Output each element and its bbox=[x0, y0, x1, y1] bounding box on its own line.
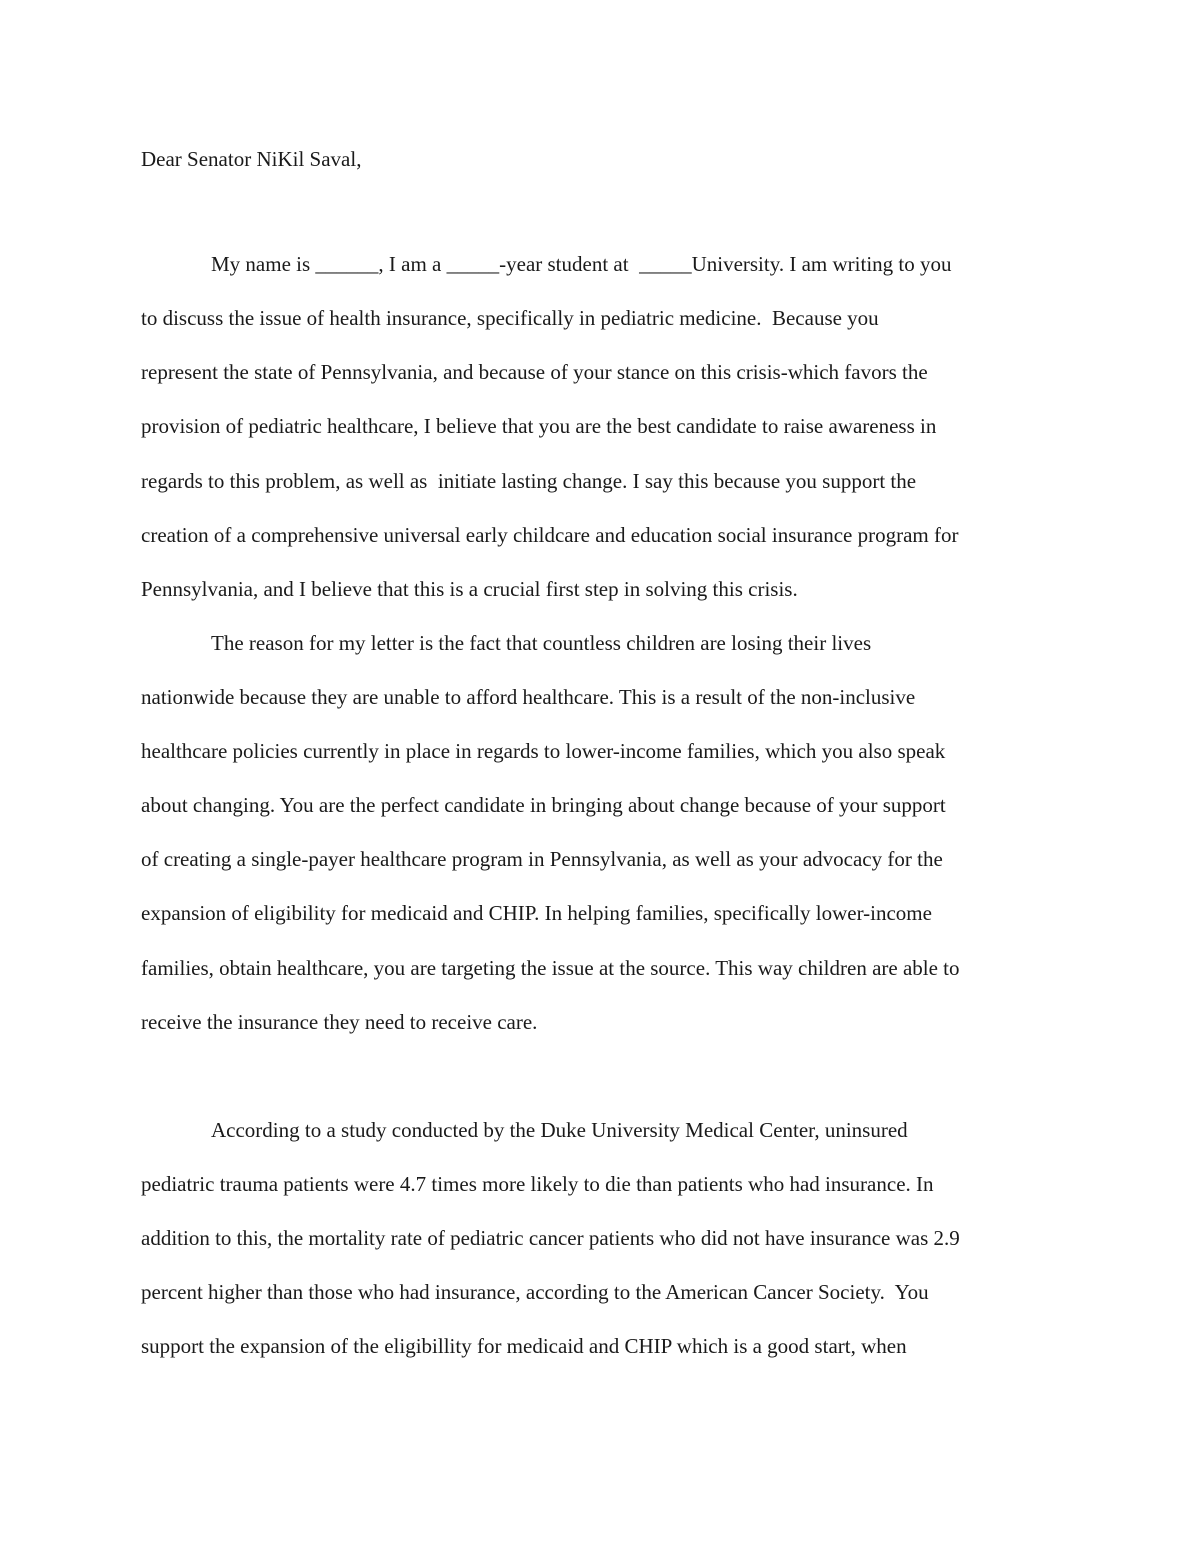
paragraph-line: percent higher than those who had insurance, according to the American Cancer Society. You bbox=[141, 1280, 929, 1304]
paragraph-line: creation of a comprehensive universal early childcare and education social insurance program for bbox=[141, 523, 959, 547]
paragraph-line: provision of pediatric healthcare, I believe that you are the best candidate to raise awareness in bbox=[141, 414, 937, 438]
paragraph-line: pediatric trauma patients were 4.7 times more likely to die than patients who had insurance. In bbox=[141, 1172, 934, 1196]
paragraph-line: receive the insurance they need to receive care. bbox=[141, 1010, 538, 1034]
paragraph-line: The reason for my letter is the fact that countless children are losing their lives bbox=[211, 631, 872, 655]
paragraph-line: to discuss the issue of health insurance, specifically in pediatric medicine. Because you bbox=[141, 306, 879, 330]
paragraph-line: According to a study conducted by the Duke University Medical Center, uninsured bbox=[211, 1118, 908, 1142]
paragraph-line: expansion of eligibility for medicaid and CHIP. In helping families, specifically lower-income bbox=[141, 901, 932, 925]
paragraph-line: Pennsylvania, and I believe that this is a crucial first step in solving this crisis. bbox=[141, 577, 798, 601]
paragraph-line: families, obtain healthcare, you are targeting the issue at the source. This way children are able to bbox=[141, 956, 960, 980]
paragraph-line: support the expansion of the eligibillity for medicaid and CHIP which is a good start, when bbox=[141, 1334, 907, 1358]
paragraph-line: about changing. You are the perfect candidate in bringing about change because of your support bbox=[141, 793, 946, 817]
paragraph-line: represent the state of Pennsylvania, and because of your stance on this crisis-which favors the bbox=[141, 360, 928, 384]
paragraph-line: of creating a single-payer healthcare program in Pennsylvania, as well as your advocacy for the bbox=[141, 847, 943, 871]
paragraph-line: My name is ______, I am a _____-year student at _____University. I am writing to you bbox=[211, 252, 952, 276]
paragraph-line: regards to this problem, as well as initiate lasting change. I say this because you support the bbox=[141, 469, 917, 493]
paragraph-line: healthcare policies currently in place in regards to lower-income families, which you also speak bbox=[141, 739, 946, 763]
paragraph-line: addition to this, the mortality rate of pediatric cancer patients who did not have insurance was 2.9 bbox=[141, 1226, 960, 1250]
paragraph-line: nationwide because they are unable to afford healthcare. This is a result of the non-inclusive bbox=[141, 685, 916, 709]
salutation: Dear Senator NiKil Saval, bbox=[141, 147, 362, 171]
